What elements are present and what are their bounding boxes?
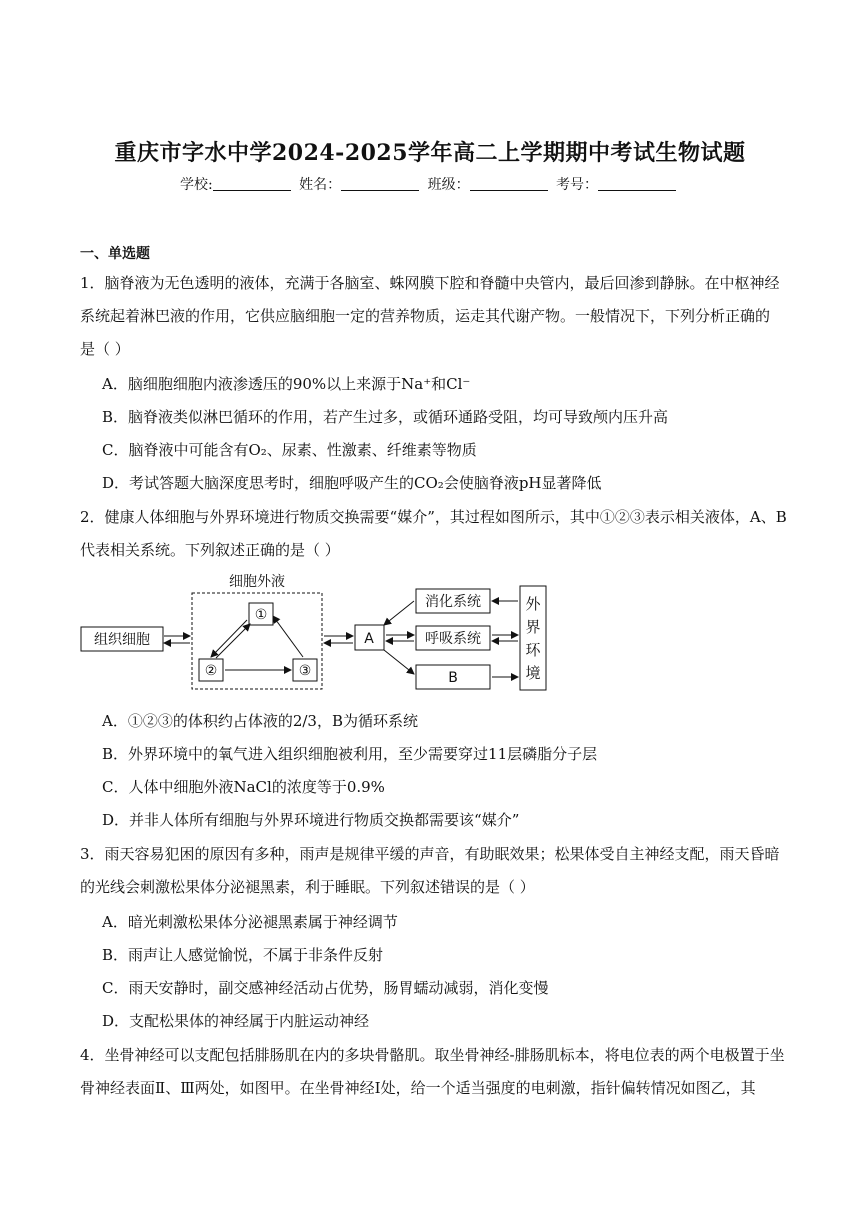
q1-line-2: 系统起着淋巴液的作用，它供应脑细胞一定的营养物质，运走其代谢产物。一般情况下，下列分析正确的 [80, 307, 771, 325]
q2-line-2: 代表相关系统。下列叙述正确的是（ ） [80, 541, 340, 559]
digestive-system-label: 消化系统 [425, 594, 481, 610]
q2-line-1: 2．健康人体细胞与外界环境进行物质交换需要“媒介”，其过程如图所示，其中①②③表示相关液体，A、B [80, 508, 787, 526]
q3-line-2: 的光线会刺激松果体分泌褪黑素，利于睡眠。下列叙述错误的是（ ） [80, 878, 535, 896]
external-char-1: 外 [525, 595, 541, 613]
q2-option-a[interactable]: A．①②③的体积约占体液的2/3，B为循环系统 [102, 712, 418, 730]
name-blank[interactable] [341, 176, 419, 191]
q1-option-a[interactable]: A．脑细胞细胞内液渗透压的90%以上来源于Na⁺和Cl⁻ [102, 375, 471, 393]
respiratory-system-label: 呼吸系统 [425, 631, 481, 647]
fluid-node-1-label: ① [254, 607, 268, 623]
system-a-label: A [364, 631, 374, 647]
external-char-3: 环 [525, 641, 541, 659]
external-char-4: 境 [525, 664, 541, 682]
q3-option-b[interactable]: B．雨声让人感觉愉悦，不属于非条件反射 [102, 946, 384, 964]
q4-line-2: 骨神经表面Ⅱ、Ⅲ两处，如图甲。在坐骨神经Ⅰ处，给一个适当强度的电刺激，指针偏转情况如图乙，其 [80, 1079, 756, 1097]
body-fluid-diagram [78, 568, 558, 698]
q3-option-d[interactable]: D．支配松果体的神经属于内脏运动神经 [102, 1012, 370, 1030]
number-blank[interactable] [598, 176, 676, 191]
q2-option-c[interactable]: C．人体中细胞外液NaCl的浓度等于0.9% [102, 778, 385, 796]
q1-line-1: 1．脑脊液为无色透明的液体，充满于各脑室、蛛网膜下腔和脊髓中央管内，最后回渗到静脉。在中枢神经 [80, 274, 780, 292]
q1-option-d[interactable]: D．考试答题大脑深度思考时，细胞呼吸产生的CO₂会使脑脊液pH显著降低 [102, 474, 602, 492]
q3-line-1: 3．雨天容易犯困的原因有多种，雨声是规律平缓的声音，有助眠效果；松果体受自主神经支配，雨天昏暗 [80, 845, 780, 863]
name-label: 姓名： [299, 177, 342, 193]
school-label: 学校: [179, 177, 213, 193]
q4-line-1: 4．坐骨神经可以支配包括腓肠肌在内的多块骨骼肌。取坐骨神经-腓肠肌标本，将电位表的两个电极置于坐 [80, 1046, 785, 1064]
q1-line-3: 是（ ） [80, 340, 130, 358]
fluid-node-3-label: ③ [298, 663, 312, 679]
number-label: 考号： [556, 177, 599, 193]
q2-option-d[interactable]: D．并非人体所有细胞与外界环境进行物质交换都需要该“媒介” [102, 811, 520, 829]
student-info-line [0, 174, 860, 194]
q3-option-c[interactable]: C．雨天安静时，副交感神经活动占优势，肠胃蠕动减弱，消化变慢 [102, 979, 549, 997]
fluid-node-2-label: ② [204, 663, 218, 679]
extracellular-label: 细胞外液 [229, 574, 285, 590]
school-blank[interactable] [213, 176, 291, 191]
class-label: 班级： [427, 177, 470, 193]
section-heading: 一、单选题 [80, 246, 150, 262]
system-b-label: B [448, 670, 458, 686]
page-title: 重庆市字水中学2024-2025学年高二上学期期中考试生物试题 [114, 140, 746, 166]
external-char-2: 界 [525, 618, 541, 636]
q1-option-c[interactable]: C．脑脊液中可能含有O₂、尿素、性激素、纤维素等物质 [102, 441, 477, 459]
q1-option-b[interactable]: B．脑脊液类似淋巴循环的作用，若产生过多，或循环通路受阻，均可导致颅内压升高 [102, 408, 669, 426]
q2-option-b[interactable]: B．外界环境中的氧气进入组织细胞被利用，至少需要穿过11层磷脂分子层 [102, 745, 598, 763]
tissue-cell-label: 组织细胞 [94, 632, 150, 648]
q3-option-a[interactable]: A．暗光刺激松果体分泌褪黑素属于神经调节 [102, 913, 398, 931]
class-blank[interactable] [470, 176, 548, 191]
